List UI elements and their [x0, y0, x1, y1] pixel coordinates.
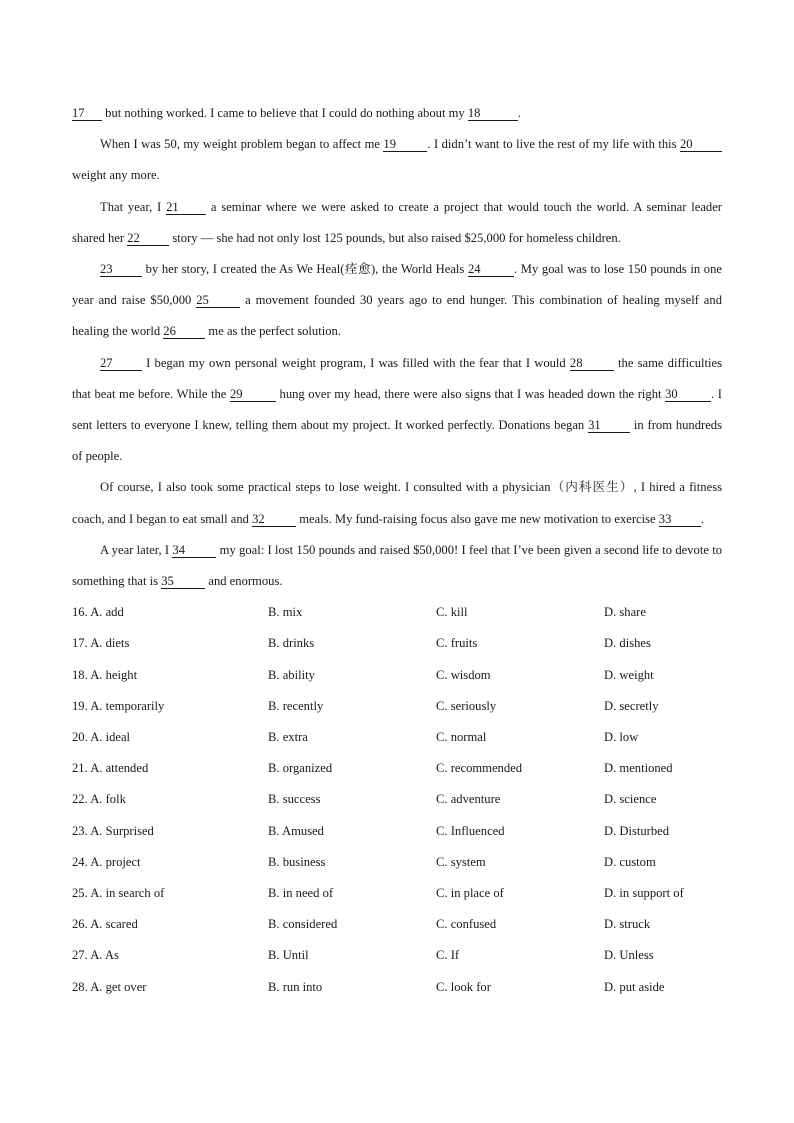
question-row-16: [72, 597, 722, 628]
option-d: D. share: [604, 605, 646, 620]
option-c: C. fruits: [436, 636, 478, 651]
option-c: C. seriously: [436, 698, 497, 713]
option-b: B. recently: [268, 698, 324, 713]
option-d: D. struck: [604, 917, 651, 932]
passage-paragraph: [72, 472, 722, 534]
passage-text: but nothing worked. I came to believe that I could do nothing about my: [102, 106, 468, 120]
passage-text: When I was 50, my weight problem began to affect me: [100, 137, 384, 152]
option-a: 23. A. Surprised: [72, 823, 154, 838]
option-d: D. weight: [604, 667, 654, 682]
option-c: C. adventure: [436, 792, 501, 807]
option-d: D. science: [604, 792, 657, 807]
option-b: B. success: [268, 792, 321, 807]
passage-paragraph: [72, 348, 722, 473]
passage-text: A year later, I: [100, 542, 173, 557]
option-a: 18. A. height: [72, 667, 138, 682]
passage-text: meals. My fund-raising focus also gave me new motivation to exercise: [296, 511, 659, 526]
passage-text: my goal: I lost 150 pounds and raised $50,000! I feel that I’ve been given a second life to devote to something that is: [72, 542, 722, 589]
passage-paragraph: [72, 254, 722, 348]
question-row-21: [72, 753, 722, 784]
option-b: B. Until: [268, 948, 309, 963]
blank-35: 35: [161, 574, 205, 589]
passage-text: and enormous.: [205, 574, 283, 589]
option-c: C. wisdom: [436, 667, 491, 682]
cloze-passage: [72, 98, 722, 597]
option-b: B. drinks: [268, 636, 315, 651]
option-a: 19. A. temporarily: [72, 698, 165, 713]
blank-33: 33: [659, 512, 701, 527]
option-c: C. recommended: [436, 761, 523, 776]
option-a: 27. A. As: [72, 948, 119, 963]
question-row-26: [72, 909, 722, 940]
question-row-24: [72, 847, 722, 878]
option-d: D. Unless: [604, 948, 654, 963]
option-b: B. considered: [268, 917, 338, 932]
passage-paragraph: [72, 192, 722, 254]
passage-text: I began my own personal weight program, I was filled with the fear that I would: [142, 355, 570, 370]
option-c: C. Influenced: [436, 823, 505, 838]
blank-21: 21: [166, 200, 206, 215]
option-b: B. mix: [268, 605, 303, 620]
blank-17: 17: [72, 106, 102, 121]
passage-text: . I sent letters to everyone I knew, telling them about my project. It worked perfectly. Donations began: [72, 386, 722, 433]
blank-26: 26: [163, 324, 205, 339]
option-d: D. in support of: [604, 885, 684, 900]
option-b: B. extra: [268, 730, 308, 744]
option-d: D. Disturbed: [604, 823, 670, 838]
blank-30: 30: [665, 387, 711, 402]
option-a: 21. A. attended: [72, 761, 149, 776]
blank-22: 22: [127, 231, 169, 246]
option-a: 26. A. scared: [72, 917, 138, 932]
document-page: [72, 98, 722, 1003]
option-b: B. run into: [268, 979, 323, 994]
option-d: D. custom: [604, 854, 656, 869]
question-row-23: [72, 816, 722, 847]
option-a: 22. A. folk: [72, 792, 126, 807]
blank-20: 20: [680, 137, 722, 152]
passage-text: a movement founded 30 years ago to end hunger. This combination of healing myself and healing the world: [72, 293, 722, 339]
answer-options: [72, 597, 722, 1002]
question-row-25: [72, 878, 722, 909]
option-d: D. mentioned: [604, 761, 673, 776]
passage-text: a seminar where we were asked to create a project that would touch the world. A seminar leader shared her: [72, 199, 722, 245]
passage-text: . My goal was to lose 150 pounds in one year and raise $50,000: [72, 262, 722, 308]
blank-32: 32: [252, 512, 296, 527]
option-a: 20. A. ideal: [72, 730, 131, 744]
option-c: C. normal: [436, 730, 487, 744]
passage-text: . I didn’t want to live the rest of my life with this: [427, 137, 680, 152]
passage-text: story — she had not only lost 125 pounds, but also raised $25,000 for homeless children.: [169, 230, 621, 245]
blank-19: 19: [383, 137, 427, 152]
option-c: C. system: [436, 854, 486, 869]
blank-27: 27: [100, 356, 142, 371]
option-a: 17. A. diets: [72, 636, 130, 651]
option-d: D. dishes: [604, 636, 651, 651]
option-c: C. confused: [436, 917, 497, 932]
question-row-18: [72, 660, 722, 691]
option-b: B. business: [268, 854, 326, 869]
passage-paragraph: [72, 129, 722, 191]
passage-paragraph: [72, 535, 722, 597]
question-row-20: [72, 722, 722, 753]
option-b: B. in need of: [268, 885, 334, 900]
passage-text: the same difficulties that beat me before. While the: [72, 355, 722, 401]
option-c: C. look for: [436, 979, 491, 994]
option-c: C. in place of: [436, 885, 504, 900]
option-c: C. kill: [436, 605, 468, 620]
blank-28: 28: [570, 356, 614, 371]
blank-24: 24: [468, 262, 514, 277]
blank-23: 23: [100, 262, 142, 277]
question-row-28: [72, 972, 722, 1003]
passage-text: Of course, I also took some practical steps to lose weight. I consulted with a physician（内科医生）, I hired a fitness coach, and I began to eat small and: [72, 480, 722, 526]
option-d: D. secretly: [604, 698, 659, 713]
passage-text: weight any more.: [72, 168, 160, 183]
question-row-17: [72, 628, 722, 659]
option-a: 16. A. add: [72, 605, 124, 620]
option-c: C. If: [436, 948, 460, 963]
blank-18: 18: [468, 106, 518, 121]
passage-text: by her story, I created the As We Heal(痊愈), the World Heals: [142, 262, 468, 277]
blank-31: 31: [588, 418, 630, 433]
passage-text: .: [517, 106, 521, 120]
option-d: D. put aside: [604, 979, 665, 994]
question-row-27: [72, 940, 722, 971]
option-a: 25. A. in search of: [72, 885, 165, 900]
option-b: B. ability: [268, 667, 315, 682]
option-a: 24. A. project: [72, 854, 141, 869]
question-row-22: [72, 784, 722, 815]
passage-text: That year, I: [100, 199, 167, 214]
passage-text: hung over my head, there were also signs that I was headed down the right: [275, 386, 666, 401]
passage-paragraph: [72, 98, 722, 129]
passage-text: .: [700, 511, 704, 526]
option-b: B. Amused: [268, 823, 324, 838]
passage-text: me as the perfect solution.: [205, 324, 341, 339]
blank-25: 25: [196, 293, 240, 308]
question-row-19: [72, 691, 722, 722]
option-a: 28. A. get over: [72, 979, 147, 994]
option-b: B. organized: [268, 761, 333, 776]
blank-34: 34: [172, 543, 216, 558]
passage-text: in from hundreds of people.: [72, 418, 723, 464]
option-d: D. low: [604, 730, 639, 744]
blank-29: 29: [230, 387, 276, 402]
